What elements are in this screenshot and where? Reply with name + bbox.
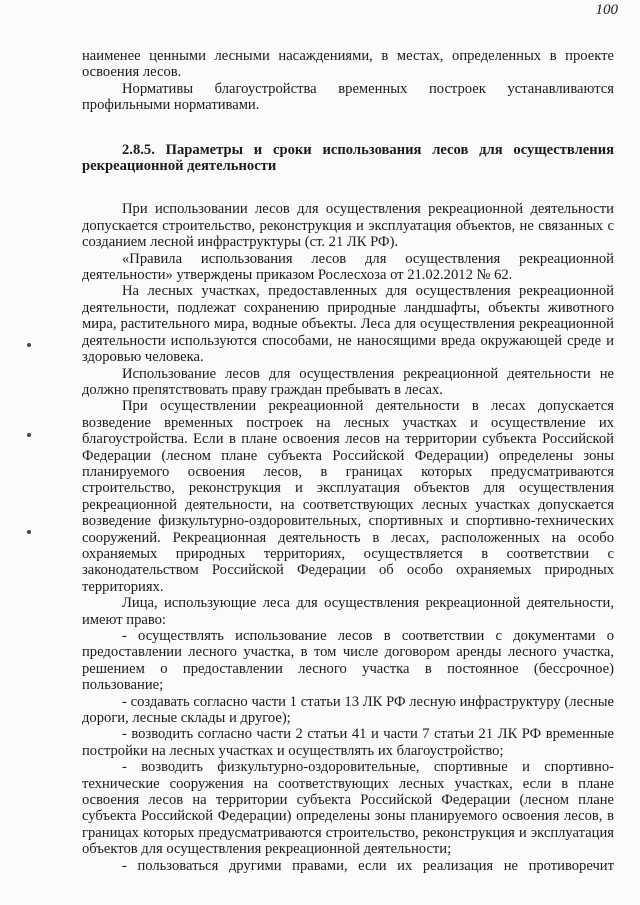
- paragraph: наименее ценными лесными насаждениями, в местах, определенных в проекте освоения лесов.: [82, 48, 614, 81]
- list-item: - создавать согласно части 1 статьи 13 ЛК РФ лесную инфраструктуру (лесные дороги, лесные склады и другое);: [82, 693, 614, 727]
- list-item: - пользоваться другими правами, если их реализация не противоречит: [122, 857, 614, 874]
- margin-mark: [27, 433, 31, 437]
- list-item: - осуществлять использование лесов в соответствии с документами о предоставлении лесного участка, в том числе договором аренды лесного участка, решением о предоставлении лесного участка в постоянное (бессрочное) пользование;: [82, 628, 614, 694]
- list-item: - возводить согласно части 2 статьи 41 и части 7 статьи 21 ЛК РФ временные постройки на лесных участках и осуществлять их благоустройство;: [82, 726, 614, 759]
- paragraph: Использование лесов для осуществления рекреационной деятельности не должно препятствовать праву граждан пребывать в лесах.: [82, 365, 614, 398]
- document-body: [82, 48, 614, 874]
- margin-mark: [27, 530, 31, 534]
- paragraph: «Правила использования лесов для осуществления рекреационной деятельности» утверждены приказом Рослесхоза от 21.02.2012 № 62.: [82, 250, 614, 284]
- paragraph: Лица, использующие леса для осуществления рекреационной деятельности, имеют право:: [82, 595, 614, 628]
- paragraph: При использовании лесов для осуществления рекреационной деятельности допускается строительство, реконструкция и эксплуатация объектов, не связанных с созданием лесной инфраструктуры (ст. 21 ЛК РФ).: [82, 201, 614, 251]
- page-number: 100: [595, 2, 618, 18]
- paragraph: При осуществлении рекреационной деятельности в лесах допускается возведение временных построек на лесных участках и осуществление их благоустройства. Если в плане освоения лесов на территории субъекта Российской Федерации (лесном плане субъекта Российской Федерации) определены зоны планируемого освоения лесов, в границах которых предусматриваются строительство, реконструкция и эксплуатация объектов для осуществления рекреационной деятельности, на соответствующих лесных участках допускается возведение физкультурно-оздоровительных, спортивных и спортивно-технических сооружений. Рекреационная деятельность в лесах, расположенных на особо охраняемых природных территориях, осуществляется в соответствии с законодательством Российской Федерации об особо охраняемых природных территориях.: [82, 398, 614, 595]
- paragraph: Нормативы благоустройства временных построек устанавливаются профильными нормативами.: [82, 80, 614, 114]
- paragraph: На лесных участках, предоставленных для осуществления рекреационной деятельности, подлежат сохранению природные ландшафты, объекты животного мира, растительного мира, водные объекты. Леса для осуществления рекреационной деятельности используются способами, не наносящими вреда окружающей среде и здоровью человека.: [82, 283, 614, 366]
- list-item: - возводить физкультурно-оздоровительные, спортивные и спортивно-технические сооружения на соответствующих лесных участках, если в плане освоения лесов на территории субъекта Российской Федерации (лесном плане субъекта Российской Федерации) определены зоны планируемого освоения лесов, в границах которых предусматриваются строительство, реконструкция и эксплуатация объектов для осуществления рекреационной деятельности;: [82, 759, 614, 858]
- section-heading: 2.8.5. Параметры и сроки использования лесов для осуществления рекреационной деятельности: [82, 141, 614, 175]
- margin-mark: [27, 343, 31, 347]
